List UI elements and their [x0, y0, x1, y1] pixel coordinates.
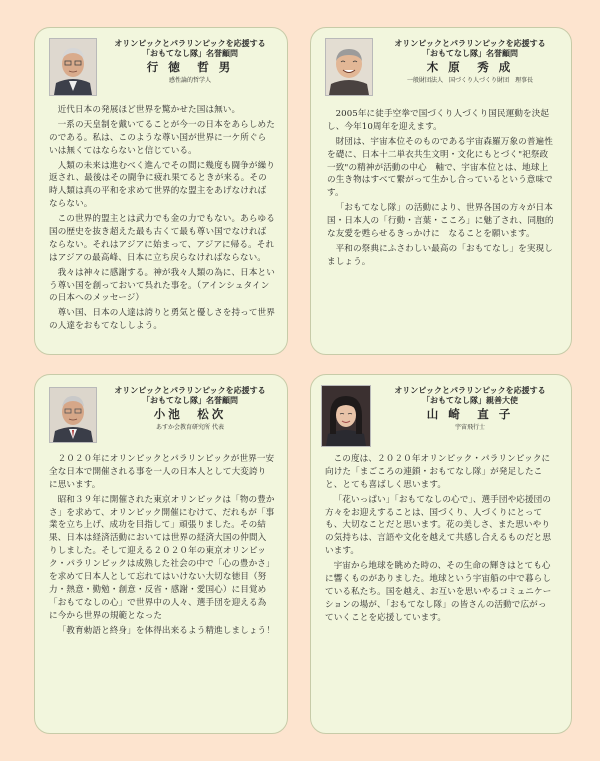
person-title: 一般財団法人 国づくり人づくり財団 理事長: [406, 77, 533, 85]
card-header: [381, 38, 559, 85]
paragraph: ２０２０年にオリンピックとパラリンピックが世界一安全な日本で開催される事を一人の日本人として大変誇りに思います。: [49, 454, 275, 490]
caption-line-2: 「おもてなし隊」名誉顧問: [142, 395, 238, 406]
paragraph: 昭和３９年に開催された東京オリンピックは「物の豊かさ」を求めて、オリンピック開催にむけて、だれもが「事業を立ち上げ、成功を目指して」頑張りました。その結果、日本は経済活動においては世界の経済大国の仲間入りしました。そして迎える２０２０年の東京オリンピック・パラリンピックは成熟した社会の中で「心の豊かさ」を求めて日本人として忘れてはいけない大切な徳目（努力・熱意・勤勉・創意・反省・感謝・愛国心）に目覚め「おもてなしの心」で世界中の人々、選手団を迎える為に今から世界の規範となった: [49, 494, 275, 621]
person-title: 感性論的哲学人: [168, 77, 211, 85]
caption-line-1: オリンピックとパラリンピックを応援する: [394, 38, 546, 48]
message-card-koike: [34, 374, 288, 734]
paragraph: この度は、２０２０年オリンピック・パラリンピックに向けた「まごころの連鎖・おもてなし隊」が発足したこと、とても喜ばしく思います。: [325, 454, 551, 490]
message-card-yamazaki: [310, 374, 572, 734]
caption-line-1: オリンピックとパラリンピックを応援する: [114, 38, 266, 48]
paragraph: 宇宙から地球を眺めた時の、その生命の輝きはとても心に響くものがありました。地球という宇宙船の中で暮らしている私たち。国を越え、お互いを思いやるコミュニケーションの場が、「おもてなし隊」の皆さんの活動で広がっていくことを応援しています。: [325, 561, 552, 623]
caption-line-2: 「おもてなし隊」名誉顧問: [142, 48, 238, 59]
message-card-kihara: [310, 27, 572, 355]
message-card-gyotoku: [34, 27, 288, 355]
paragraph: 人類の未来は進むべく進んでその間に幾度も闘争が繰り返され、最後はその闘争に疲れ果てるときが来る。その時人類は真の平和を求めて世界的な盟主をあげなければならない。: [49, 160, 275, 210]
card-header: [105, 385, 275, 432]
paragraph: 「花いっぱい」「おもてなしの心で」、選手団や応援団の方々をお迎えすることは、国づくり、人づくりにとっても、大切なことだと思います。花の美しさ、また思いやりの気持ちは、言語や文化を越えて共感し合えるものだと思います。: [325, 494, 552, 557]
paragraph: 2005年に徒手空拳で国づくり人づくり国民運動を決起し、今年10周年を迎えます。: [327, 109, 550, 132]
caption-line-1: オリンピックとパラリンピックを応援する: [394, 385, 546, 395]
message-body: [49, 453, 275, 637]
paragraph: 我々は神々に感謝する。神が我々人類の為に、日本という尊い国を創っておいて呉れた事を。（アインシュタインの日本へのメッセージ）: [49, 267, 275, 304]
message-body: [327, 108, 555, 269]
paragraph: 財団は、宇宙本位そのものである宇宙森羅万象の普遍性を礎に、日本十二単衣共生文明・文化にもとづく"祀祭政一致"の精神が活動の中心 軸で、宇宙本位とは、地球上の生き物はすべて繋がって生かし合っているという意味です。: [327, 136, 553, 199]
person-title: あすか会教育研究所 代表: [156, 424, 224, 432]
paragraph: 「教育勅語と終身」を体得出来るよう精進しましょう！: [57, 625, 275, 636]
paragraph: 尊い国、日本の人達は誇りと勇気と優しさを持って世界の人達をおもてなししよう。: [49, 308, 275, 332]
paragraph: この世界的盟主とは武力でも金の力でもない。あらゆる国の歴史を抜き超えた最も古くて最も尊い国でなければならない。それはアジアに始まって、アジアに帰る。それはアジアの最高峰、日本に立ち戻らなければならない。: [49, 214, 275, 263]
caption-line-2: 「おもてなし隊」親善大使: [422, 395, 518, 406]
person-name: 行 徳 哲 男: [146, 60, 234, 75]
caption-line-2: 「おもてなし隊」名誉顧問: [422, 48, 518, 59]
card-header: [105, 38, 275, 85]
portrait-photo: [49, 38, 97, 96]
person-name: 山 崎 直 子: [426, 407, 514, 422]
person-name: 木 原 秀 成: [426, 60, 514, 75]
person-name: 小池 松次: [153, 407, 227, 422]
paragraph: 一系の天皇制を戴いてることが今一の日本をあらしめたのである。私は、このような尊い国が世界に一ケ所ぐらいは無くてはならないと信じている。: [49, 119, 275, 156]
paragraph: 「おもてなし隊」の活動により、世界各国の方々が日本国・日本人の「行動・言葉・こころ」に魅了され、同胞的な友愛を甦らせるきっかけに なることを願います。: [327, 203, 554, 240]
message-body: [49, 104, 275, 333]
paragraph: 近代日本の発展ほど世界を驚かせた国は無い。: [57, 105, 241, 115]
portrait-photo: [321, 385, 371, 447]
paragraph: 平和の祭典にふさわしい最高の「おもてなし」を実現しましょう。: [327, 243, 553, 267]
portrait-photo: [49, 387, 97, 443]
caption-line-1: オリンピックとパラリンピックを応援する: [114, 385, 266, 395]
message-body: [325, 453, 555, 625]
card-header: [381, 385, 559, 432]
portrait-photo: [325, 38, 373, 96]
person-title: 宇宙飛行士: [454, 424, 485, 432]
